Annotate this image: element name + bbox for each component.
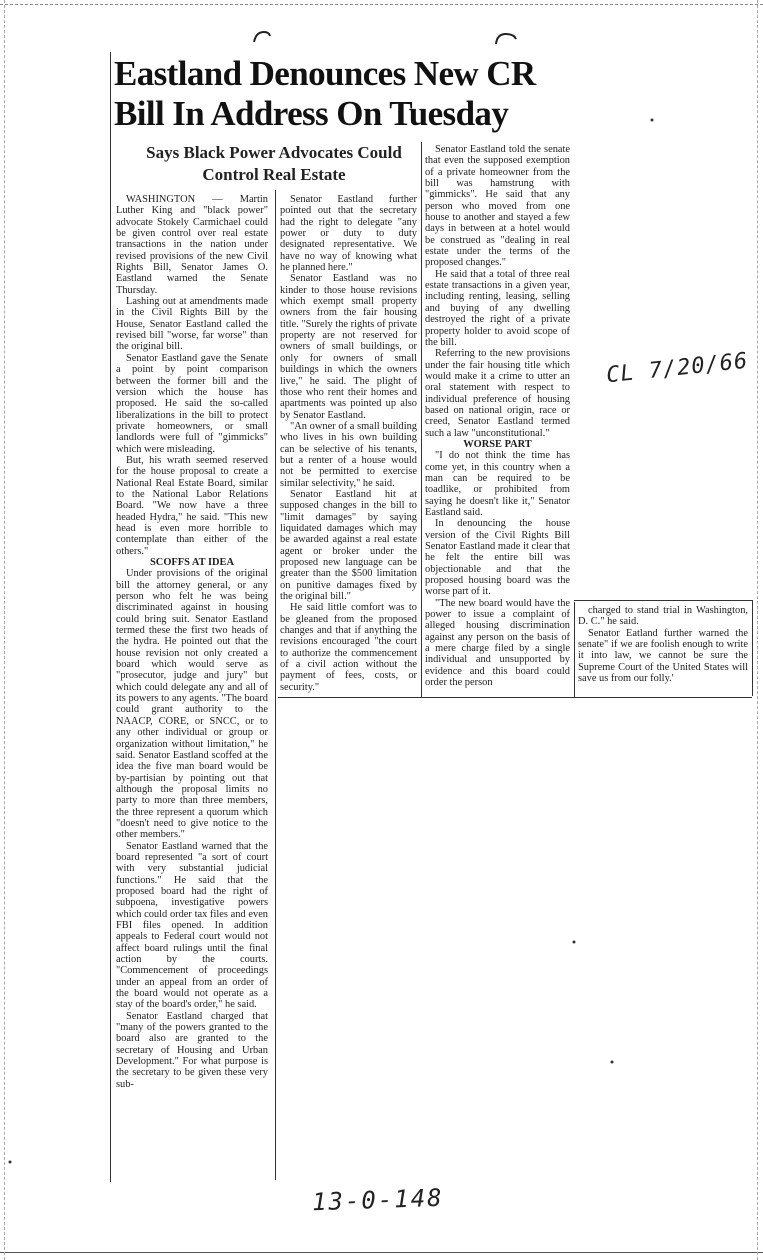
article-column-2	[280, 194, 417, 704]
clip-gutter-1	[275, 190, 276, 1180]
clip-right-border	[752, 600, 753, 696]
col2-paragraph: "An owner of a small building who lives in his own building can be selective of his tenants, but a renter of a house would not be permitted to exercise similar selectivity," he said.	[280, 420, 417, 489]
handwritten-file-number: 13-0-148	[311, 1183, 445, 1217]
col1-paragraph: WASHINGTON — Martin Luther King and "black power" advocate Stokely Carmichael could be given control over real estate transactions in the nation under revised provisions of the new Civil Rights Bill, Senator James O. Eastland warned the Senate Thursday.	[116, 194, 268, 296]
col2-paragraph: Senator Eastland hit at supposed changes in the bill to "limit damages" by saying liquidated damages which may be awarded against a real estate agent or broker under the proposed new language can be greater than the $500 limitation on punitive damages fixed by the original bill."	[280, 488, 417, 603]
col1-paragraph: But, his wrath seemed reserved for the house proposal to create a National Real Estate Board, similar to the National Labor Relations Board. "We now have a three headed Hydra," he said. "This new head is even more horrible to contemplate than either of the others."	[116, 454, 268, 557]
col1-paragraph: Senator Eastland charged that "many of the powers granted to the board also are granted to the secretary of Housing and Urban Development." For what purpose is the secretary to be given these very sub-	[116, 1010, 268, 1090]
scan-speck-icon	[650, 118, 654, 122]
col2-paragraph: Senator Eastland further pointed out that the secretary had the right to delegate "any power or duty to duty designated representative. We have no way of knowing what he planned here."	[280, 194, 417, 274]
scan-edge-left	[4, 0, 5, 1260]
punch-mark-right-icon	[494, 32, 518, 46]
article-headline: Eastland Denounces New CR Bill In Address On Tuesday	[114, 54, 536, 133]
handwritten-date-note: CL 7/20/66	[605, 348, 750, 389]
article-column-3	[425, 144, 570, 700]
col3-paragraph: In denouncing the house version of the Civil Rights Bill Senator Eastland made it clear that he felt the entire bill was objectionable and that the proposed housing board was the worse part of it.	[425, 518, 570, 598]
clip-col4-top-rule	[574, 600, 752, 601]
col2-paragraph: Senator Eastland was no kinder to those house revisions which exempt small property owners from the fair housing title. "Surely the rights of private property are not reserved for owners of small buildings, or only for owners of small buildings in which the owners live," he said. The plight of those who rent their homes and apartments was pointed up also by Senator Eastland.	[280, 273, 417, 421]
scan-speck-icon	[8, 1160, 12, 1164]
col1-section-heading: SCOFFS AT IDEA	[150, 557, 234, 568]
col1-paragraph: Senator Eastland warned that the board represented "a sort of court with very substantial judicial functions." He said that the proposed board had the right of subpoena, investigative powers which could order tax files and even FBI files opened. In addition appeals to Federal court would not affect board rulings until the final action by the courts. "Commencement of proceedings under an appeal from an order of the board would not operate as a stay of the board's order," he said.	[116, 840, 268, 1011]
clip-gutter-2	[421, 142, 422, 698]
col2-paragraph: He said little comfort was to be gleaned from the proposed changes and that if anything the revisions encouraged "the court to authorize the commencement of a civil action without the payment of fees, costs, or security."	[280, 602, 417, 693]
col3-paragraph: Referring to the new provisions under the fair housing title which would make it a crime to utter an oral statement with respect to individual preference of housing based on national origin, race or creed, Senator Eastland termed such a law "unconstitutional."	[425, 348, 570, 439]
col1-paragraph: Senator Eastland gave the Senate a point by point comparison between the former bill and the version which the house has proposed. He said the so-called liberalizations in the bill to protect private homeowners, or small landlords were full of "gimmicks" which were misleading.	[116, 352, 268, 455]
article-column-1	[116, 194, 268, 1184]
col3-paragraph: "I do not think the time has come yet, in this country when a man can be required to be toadlike, or prohibited from saying he doesn't like it," Senator Eastland said.	[425, 450, 570, 518]
article-subhead: Says Black Power Advocates Could Control Real Estate	[146, 143, 402, 184]
col3-section-heading: WORSE PART	[463, 438, 532, 450]
col1-paragraph: Under provisions of the original bill the attorney general, or any person who felt he was being discriminated against in housing could bring suit. Senator Eastland termed these the first two heads of the hydra. He pointed out that the house revision not only created a board which would serve as "prosecutor, judge and jury" but which could delegate any and all of its powers to any agents. "The board could grant authority to the NAACP, CORE, or SNCC, or to any other individual or group or organization without limitation," he said. Senator Eastland scoffed at the idea the five man board would be by-partisian by pointing out that although the proposal limits no party to more than three members, the three represent a quorum which "doesn't need to give notice to the other members."	[116, 568, 268, 841]
col4-paragraph: charged to stand trial in Washington, D. C." he said.	[578, 605, 748, 628]
col1-paragraph: Lashing out at amendments made in the Civil Rights Bill by the House, Senator Eastland called the revised bill "worse, far worse" than the original bill.	[116, 296, 268, 353]
article-column-4	[578, 605, 748, 697]
col3-paragraph: He said that a total of three real estate transactions in a given year, including renting, leasing, selling and buying of any dwelling destroyed the right of a private property holder to avoid scope of the bill.	[425, 268, 570, 348]
scan-speck-icon	[572, 940, 576, 944]
scan-edge-right	[757, 0, 758, 1260]
scan-edge-bottom	[0, 1252, 763, 1253]
clip-left-border	[110, 52, 111, 1182]
scan-edge-top	[0, 4, 763, 5]
col4-paragraph: Senator Eatland further warned the senate" if we are foolish enough to write it into law, we cannot be sure the Supreme Court of the United States will save us from our folly.'	[578, 627, 748, 685]
clip-gutter-3	[574, 602, 575, 697]
scan-speck-icon	[610, 1060, 614, 1064]
col3-paragraph: Senator Eastland told the senate that even the supposed exemption of a private homeowner from the bill was hamstrung with "gimmicks". He said that any person who moved from one house to another and stayed a few days in between at a hotel would be construed as "dealing in real estate under the terms of the proposed changes."	[425, 144, 570, 269]
punch-mark-left-icon	[252, 30, 272, 44]
col3-paragraph: "The new board would have the power to issue a complaint of alleged housing discrimination against any person on the basis of a mere charge filed by a single individual and unsupported by evidence and this board could order the person	[425, 597, 570, 689]
